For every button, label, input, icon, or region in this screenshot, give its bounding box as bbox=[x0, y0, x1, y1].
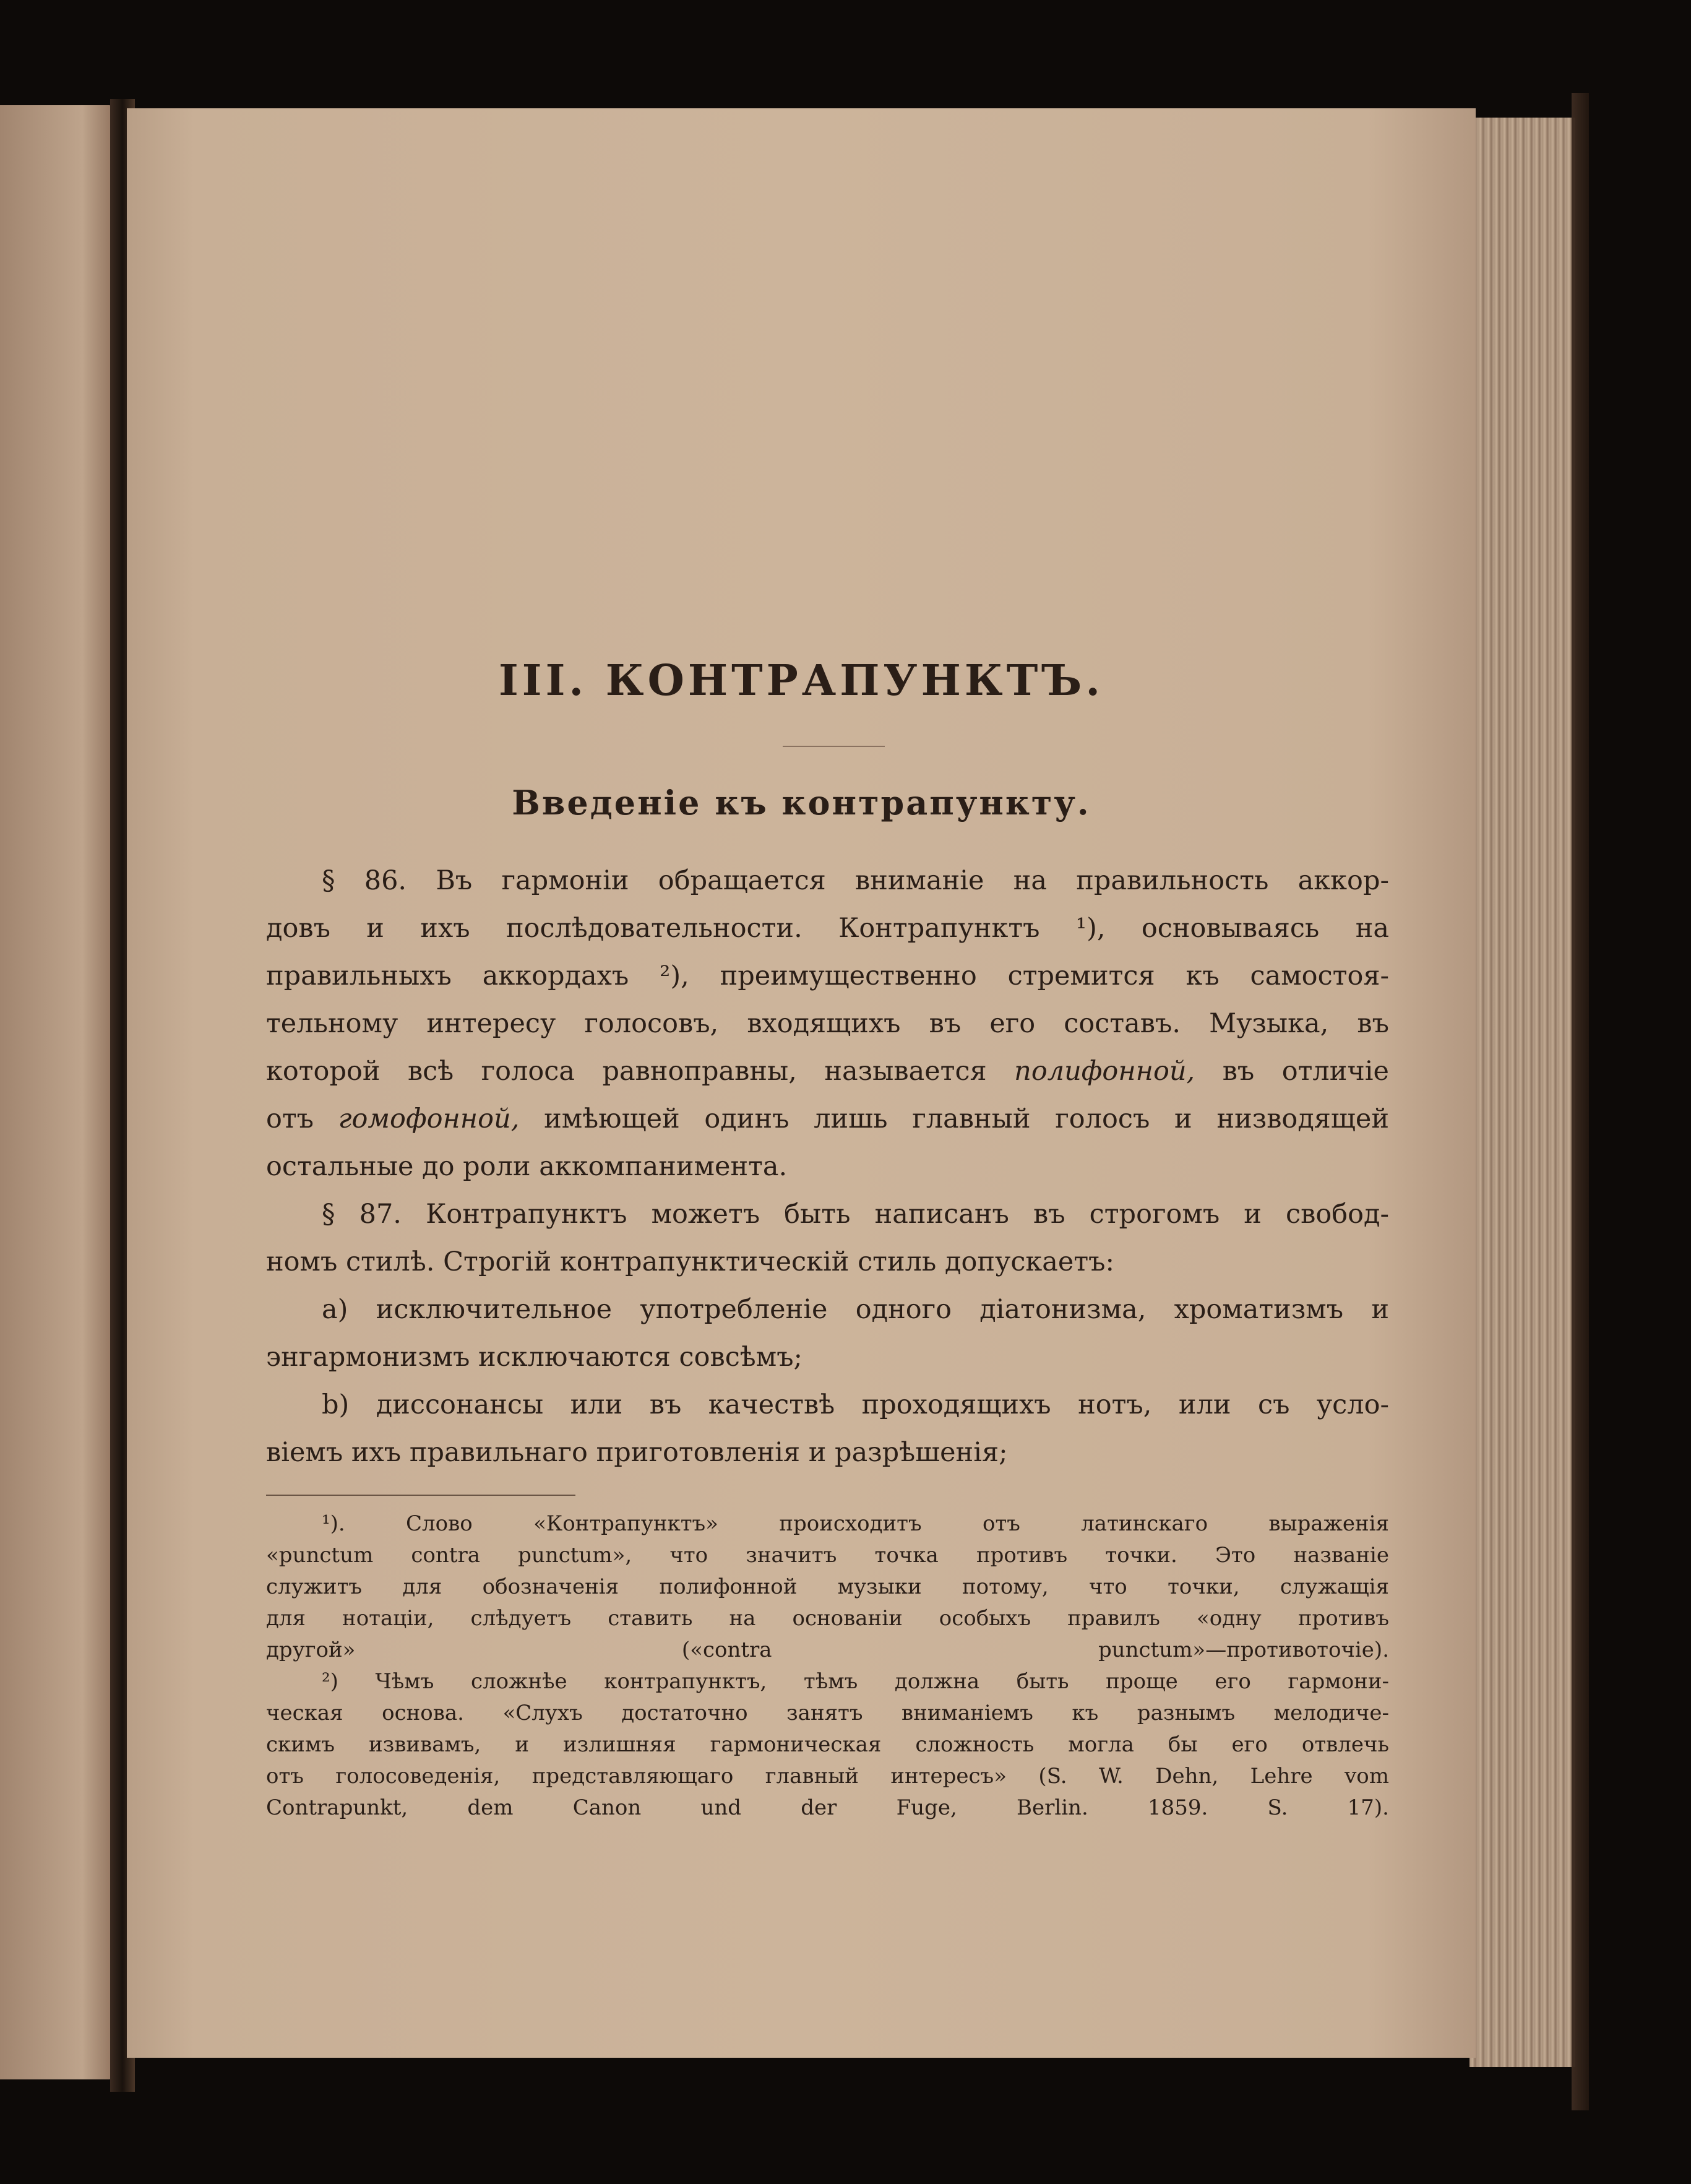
text-line bbox=[266, 1095, 1389, 1143]
list-item-a: а) исключительное употребленіе одного діатонизма, хроматизмъ и bbox=[322, 1294, 1389, 1325]
text-fragment: отъ bbox=[266, 1103, 338, 1134]
footnote-line: скимъ извивамъ, и излишняя гармоническая сложность могла бы его отвлечь bbox=[266, 1732, 1389, 1757]
text-line: довъ и ихъ послѣдовательности. Контрапунктъ ¹), основываясь на bbox=[266, 913, 1389, 944]
chapter-divider bbox=[783, 746, 885, 747]
text-fragment: имѣющей одинъ лишь главный голосъ и низводящей bbox=[519, 1103, 1390, 1134]
footnote-line: Contrapunkt, dem Canon und der Fuge, Berlin. 1859. S. 17). bbox=[266, 1795, 1389, 1820]
footnote-line: служитъ для обозначенія полифонной музыки потому, что точки, служащія bbox=[266, 1574, 1389, 1599]
text-line: номъ стилѣ. Строгій контрапунктическій стиль допускаетъ: bbox=[266, 1246, 1115, 1277]
footnote-line: ²) Чѣмъ сложнѣе контрапунктъ, тѣмъ должна быть проще его гармони- bbox=[322, 1669, 1389, 1694]
footnote-line: другой» («contra punctum»—противоточіе). bbox=[266, 1638, 1389, 1662]
emphasis-term: полифонной, bbox=[1014, 1056, 1195, 1087]
left-page-edge bbox=[0, 105, 118, 2079]
page-stack-edges bbox=[1469, 118, 1575, 2067]
chapter-title: III. КОНТРАПУНКТЪ. bbox=[498, 656, 1104, 706]
footnote-2 bbox=[266, 1666, 1389, 1824]
list-item-a-cont: энгармонизмъ исключаются совсѣмъ; bbox=[266, 1342, 803, 1373]
text-line bbox=[266, 1048, 1389, 1095]
footnote-divider bbox=[266, 1495, 575, 1496]
emphasis-term: гомофонной, bbox=[338, 1103, 520, 1134]
paragraph-87 bbox=[266, 1191, 1389, 1477]
footnote-line: для нотаціи, слѣдуетъ ставить на основаніи особыхъ правилъ «одну противъ bbox=[266, 1606, 1389, 1631]
section-title: Введеніе къ контрапункту. bbox=[512, 783, 1091, 822]
footnote-1 bbox=[266, 1508, 1389, 1666]
text-fragment: которой всѣ голоса равноправны, называется bbox=[266, 1056, 1015, 1087]
text-line: правильныхъ аккордахъ ²), преимущественно стремится къ самостоя- bbox=[266, 960, 1389, 991]
paragraph-86 bbox=[266, 857, 1389, 1191]
text-line: § 87. Контрапунктъ можетъ быть написанъ въ строгомъ и свобод- bbox=[322, 1199, 1389, 1230]
text-line: остальные до роли аккомпанимента. bbox=[266, 1151, 788, 1182]
footnote-line: отъ голосоведенія, представляющаго главный интересъ» (S. W. Dehn, Lehre vom bbox=[266, 1764, 1389, 1789]
text-line: § 86. Въ гармоніи обращается вниманіе на правильность аккор- bbox=[322, 865, 1389, 896]
list-item-b: b) диссонансы или въ качествѣ проходящихъ нотъ, или съ усло- bbox=[322, 1389, 1389, 1420]
text-line: тельному интересу голосовъ, входящихъ въ его составъ. Музыка, въ bbox=[266, 1008, 1389, 1039]
footnotes bbox=[266, 1508, 1389, 1824]
list-item-b-cont: віемъ ихъ правильнаго приготовленія и разрѣшенія; bbox=[266, 1437, 1008, 1468]
text-fragment: въ отличіе bbox=[1195, 1056, 1389, 1087]
book-page bbox=[127, 108, 1476, 2058]
footnote-line: «punctum contra punctum», что значитъ точка противъ точки. Это названіе bbox=[266, 1543, 1389, 1568]
footnote-line: ческая основа. «Слухъ достаточно занятъ вниманіемъ къ разнымъ мелодиче- bbox=[266, 1701, 1389, 1725]
footnote-line: ¹). Слово «Контрапунктъ» происходитъ отъ латинскаго выраженія bbox=[322, 1511, 1389, 1536]
